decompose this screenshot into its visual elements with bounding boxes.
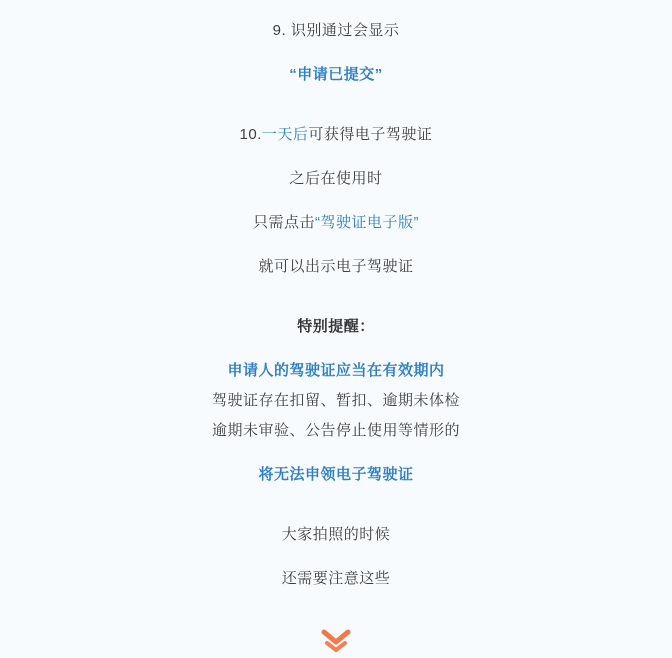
step-10-line-3-highlight: “驾驶证电子版” <box>315 214 419 231</box>
step-10-line-2: 之后在使用时 <box>289 170 383 187</box>
step-10-line-4: 就可以出示电子驾驶证 <box>258 258 414 275</box>
spacer <box>40 550 632 564</box>
step-10-line-3-prefix: 只需点击 <box>252 214 315 231</box>
spacer-between-steps <box>40 90 632 120</box>
special-notice-block <box>40 312 632 490</box>
notice-line-2: 驾驶证存在扣留、暂扣、逾期未体检 <box>211 392 460 409</box>
step-10-highlight: 一天后 <box>261 126 309 143</box>
notice-title: 特别提醒： <box>297 318 375 335</box>
notice-line-3: 逾期未审验、公告停止使用等情形的 <box>211 422 460 439</box>
spacer-before-closing <box>40 490 632 520</box>
notice-line-4: 将无法申领电子驾驶证 <box>258 466 414 483</box>
step-10-line-1 <box>40 120 632 150</box>
top-spacer <box>40 0 632 16</box>
spacer <box>40 46 632 60</box>
spacer <box>40 150 632 164</box>
closing-line-2: 还需要注意这些 <box>281 570 391 587</box>
step-10-block <box>40 120 632 282</box>
step-9-line-2: “申请已提交” <box>289 66 383 83</box>
closing-block <box>40 520 632 594</box>
closing-line-1: 大家拍照的时候 <box>281 526 391 543</box>
spacer <box>40 238 632 252</box>
step-9-block <box>40 16 632 90</box>
double-chevron-down-icon <box>319 628 353 658</box>
step-10-line-3 <box>40 208 632 238</box>
step-10-suffix: 可获得电子驾驶证 <box>308 126 433 143</box>
spacer <box>40 194 632 208</box>
step-10-prefix: 10. <box>239 126 262 143</box>
spacer-before-notice <box>40 282 632 312</box>
spacer <box>40 446 632 460</box>
spacer <box>40 342 632 356</box>
notice-line-1: 申请人的驾驶证应当在有效期内 <box>227 362 445 379</box>
scroll-hint <box>40 628 632 658</box>
step-9-line-1: 9. 识别通过会显示 <box>272 22 400 39</box>
